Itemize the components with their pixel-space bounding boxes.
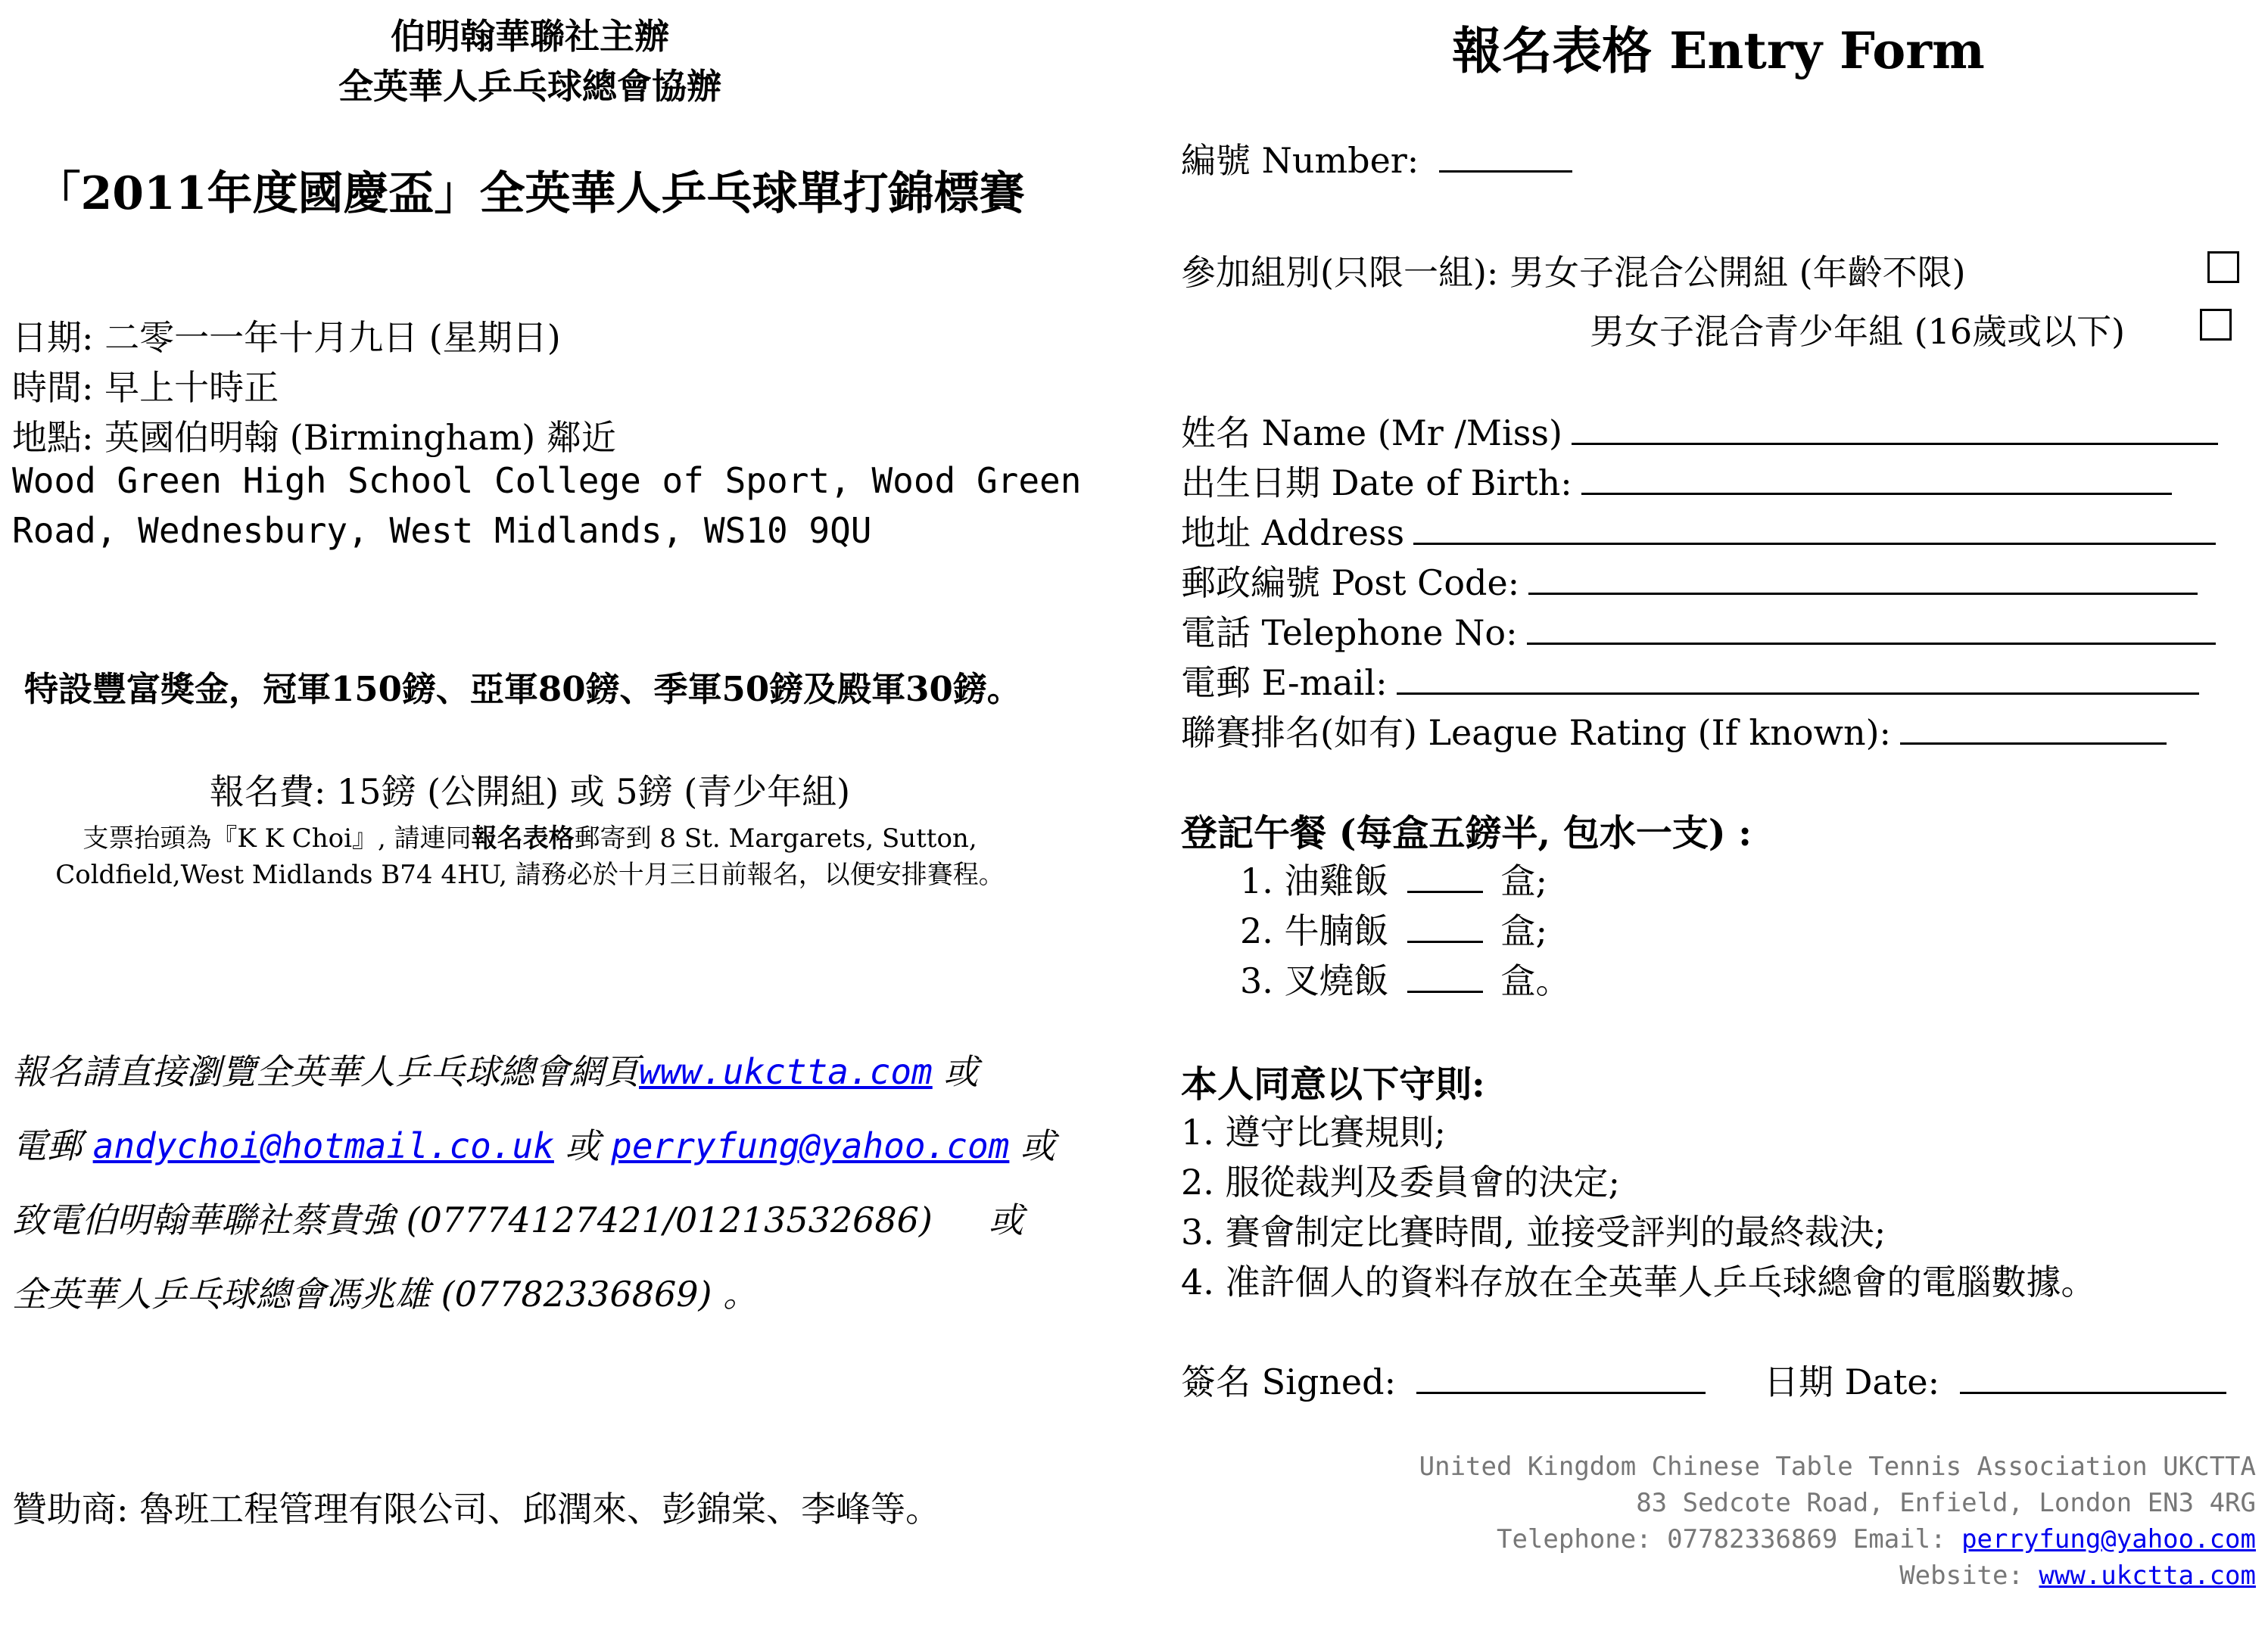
footer-org: United Kingdom Chinese Table Tennis Association UKCTTA — [1419, 1452, 2256, 1482]
event-title: 「2011年度國慶盃」全英華人乒乓球單打錦標賽 — [35, 167, 1025, 220]
entry-fee: 報名費: 15鎊 (公開組) 或 5鎊 (青少年組) — [209, 771, 851, 812]
name-field: 姓名 Name (Mr /Miss) — [1181, 406, 2218, 456]
youth-category-label: 男女子混合青少年組 (16歲或以下) — [1590, 311, 2126, 352]
number-field: 編號 Number: — [1181, 133, 1572, 183]
name-input-line[interactable] — [1572, 412, 2218, 445]
date-input-line[interactable] — [1960, 1361, 2226, 1394]
rule-1: 1. 遵守比賽規則; — [1181, 1112, 1447, 1153]
lunch-qty-2[interactable] — [1407, 910, 1483, 943]
event-date: 日期: 二零一一年十月九日 (星期日) — [12, 317, 561, 358]
address-field: 地址 Address — [1181, 506, 2216, 555]
footer-email-link[interactable]: perryfung@yahoo.com — [1961, 1524, 2256, 1554]
footer-contact: Telephone: 07782336869 Email: perryfung@yahoo.com — [1496, 1524, 2256, 1554]
youth-category-checkbox[interactable] — [2200, 309, 2232, 341]
footer-website-link[interactable]: www.ukctta.com — [2039, 1561, 2256, 1591]
rule-3: 3. 賽會制定比賽時間, 並接受評判的最終裁決; — [1181, 1212, 1886, 1253]
contact-line3-end: 或 — [989, 1200, 1023, 1240]
league-rating-field: 聯賽排名(如有) League Rating (If known): — [1181, 705, 2167, 755]
lunch-item-1: 1. 油雞飯 盒; — [1240, 860, 1548, 901]
date-field: 日期 Date: — [1764, 1355, 2226, 1405]
postcode-input-line[interactable] — [1528, 562, 2198, 595]
open-category-checkbox[interactable] — [2207, 251, 2239, 283]
email-field: 電郵 E-mail: — [1181, 655, 2199, 705]
footer-address: 83 Sedcote Road, Enfield, London EN3 4RG — [1636, 1488, 2256, 1518]
contact-line3: 致電伯明翰華聯社蔡貴強 (07774127421/01213532686) — [12, 1200, 933, 1240]
telephone-input-line[interactable] — [1527, 612, 2216, 645]
event-time: 時間: 早上十時正 — [12, 367, 279, 408]
venue-address-line2: Road, Wednesbury, West Midlands, WS10 9QU — [12, 510, 872, 551]
lunch-heading: 登記午餐 (每盒五鎊半, 包水一支) : — [1181, 812, 1752, 854]
rule-2: 2. 服從裁判及委員會的決定; — [1181, 1162, 1621, 1203]
sponsors: 贊助商: 魯班工程管理有限公司、邱潤來、彭錦棠、李峰等。 — [12, 1489, 941, 1530]
email-input-line[interactable] — [1397, 662, 2199, 695]
rules-heading: 本人同意以下守則: — [1181, 1063, 1485, 1106]
lunch-qty-3[interactable] — [1407, 960, 1483, 993]
signature-input-line[interactable] — [1416, 1361, 1706, 1394]
organizer: 伯明翰華聯社主辦 — [391, 16, 669, 57]
league-rating-input-line[interactable] — [1900, 712, 2167, 745]
co-organizer: 全英華人乒乓球總會協辦 — [338, 66, 721, 107]
footer-website: Website: www.ukctta.com — [1899, 1561, 2256, 1591]
contact-line4: 全英華人乒乓球總會馮兆雄 (07782336869) 。 — [12, 1274, 759, 1315]
number-input-line[interactable] — [1439, 140, 1572, 173]
venue-address-line1: Wood Green High School College of Sport, Wood Green — [12, 460, 1082, 501]
lunch-qty-1[interactable] — [1407, 860, 1483, 893]
lunch-item-2: 2. 牛腩飯 盒; — [1240, 910, 1548, 951]
cheque-note-line2: Coldfield,West Midlands B74 4HU, 請務必於十月三日前報名，以便安排賽程。 — [55, 860, 1005, 890]
form-title: 報名表格 Entry Form — [1452, 21, 1985, 80]
cheque-note-line1: 支票抬頭為『K K Choi』, 請連同報名表格郵寄到 8 St. Margarets, Sutton, — [83, 823, 977, 854]
contact-line1: 報名請直接瀏覽全英華人乒乓球總會網頁www.ukctta.com 或 — [12, 1051, 979, 1092]
address-input-line[interactable] — [1413, 512, 2216, 545]
postcode-field: 郵政編號 Post Code: — [1181, 555, 2198, 605]
dob-field: 出生日期 Date of Birth: — [1181, 456, 2172, 506]
prize-info: 特設豐富獎金，冠軍150鎊、亞軍80鎊、季軍50鎊及殿軍30鎊。 — [24, 669, 1021, 709]
contact-line2: 電郵 andychoi@hotmail.co.uk 或 perryfung@yahoo.com 或 — [12, 1125, 1055, 1166]
dob-input-line[interactable] — [1581, 462, 2172, 495]
email-link-andychoi[interactable]: andychoi@hotmail.co.uk — [92, 1125, 554, 1166]
event-venue: 地點: 英國伯明翰 (Birmingham) 鄰近 — [12, 417, 616, 458]
signature-field: 簽名 Signed: — [1181, 1355, 1706, 1405]
lunch-item-3: 3. 叉燒飯 盒。 — [1240, 960, 1571, 1001]
telephone-field: 電話 Telephone No: — [1181, 605, 2216, 655]
rule-4: 4. 准許個人的資料存放在全英華人乒乓球總會的電腦數據。 — [1181, 1262, 2096, 1302]
website-link[interactable]: www.ukctta.com — [639, 1051, 933, 1092]
email-link-perryfung[interactable]: perryfung@yahoo.com — [611, 1125, 1010, 1166]
category-field: 參加組別(只限一組): 男女子混合公開組 (年齡不限) — [1181, 252, 1966, 293]
